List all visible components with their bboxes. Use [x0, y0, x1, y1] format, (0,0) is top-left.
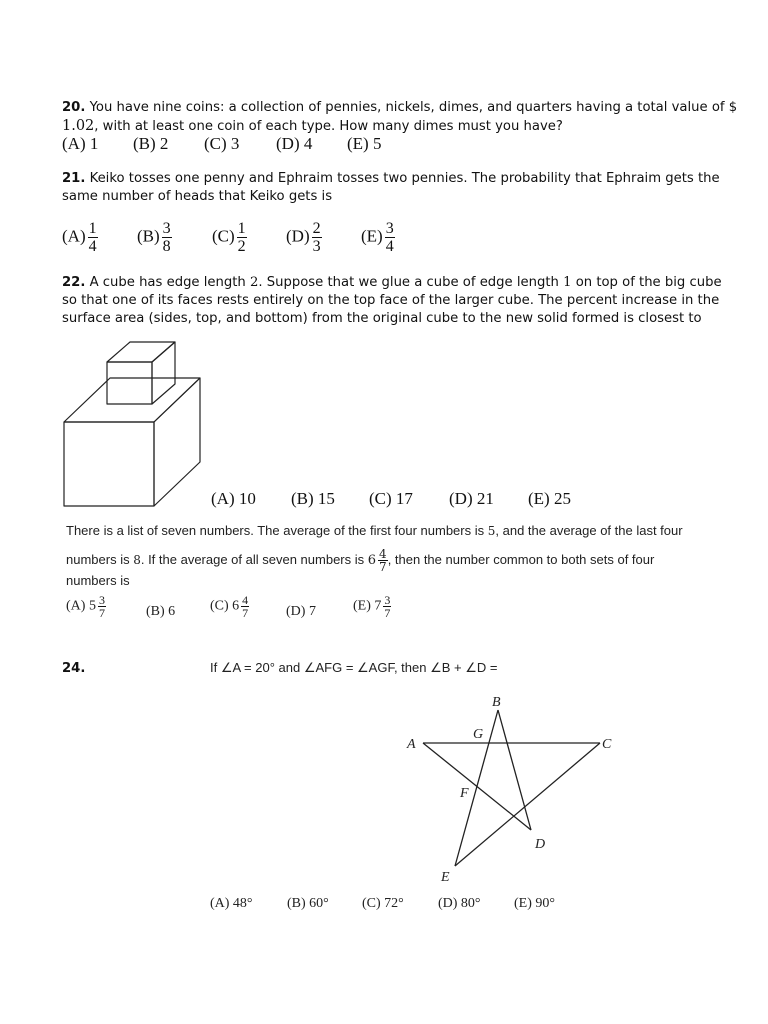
stacked-cubes-figure — [60, 340, 205, 510]
question-23-avg-whole: 6 — [367, 552, 377, 568]
big-cube-side-face — [154, 378, 200, 506]
small-cube-top-face — [107, 342, 175, 362]
q23-choice-c-whole: 6 — [232, 598, 240, 614]
q23-choice-a-label: (A) — [66, 598, 86, 614]
label-a: A — [407, 737, 416, 752]
q21-choice-e-num: 3 — [385, 220, 394, 237]
q24-choice-c: (C) 72° — [362, 896, 404, 911]
question-21 — [62, 170, 752, 206]
q22-choice-e: (E) 25 — [528, 489, 571, 508]
question-23-line-3: numbers is — [66, 573, 130, 588]
q21-choice-c-den: 2 — [237, 238, 246, 255]
q24-choice-e: (E) 90° — [514, 896, 555, 911]
question-24-number-text: 24. — [62, 661, 86, 676]
question-22 — [62, 274, 752, 328]
q21-choice-d-num: 2 — [312, 220, 321, 237]
q21-choice-b-den: 8 — [162, 238, 171, 255]
q21-choice-e — [361, 220, 395, 255]
q23-choice-e — [353, 594, 391, 619]
question-22-line-3: surface area (sides, top, and bottom) from the original cube to the new solid formed is closest to — [62, 311, 702, 326]
question-21-line-1 — [62, 170, 752, 188]
big-cube-front-face — [64, 422, 154, 506]
question-20-text-2: , with at least one coin of each type. How many dimes must you have? — [94, 119, 563, 134]
label-e: E — [441, 870, 450, 885]
segment-b-d — [498, 710, 531, 830]
question-23-text-1a: There is a list of seven numbers. The average of the first four numbers is — [66, 523, 485, 538]
q23-choice-e-den: 7 — [384, 606, 391, 620]
q21-choice-c-label: (C) — [212, 226, 235, 246]
q23-choice-a-den: 7 — [98, 606, 105, 620]
question-22-edge-big: 2 — [249, 275, 259, 290]
label-g: G — [473, 727, 484, 742]
q21-choice-d-den: 3 — [312, 238, 321, 255]
question-20-number: 20. — [62, 100, 86, 115]
question-22-number: 22. — [62, 275, 86, 290]
question-22-text-1c: on top of the big cube — [575, 275, 722, 290]
q21-choice-b — [137, 220, 172, 255]
q23-choice-c-num: 4 — [242, 593, 249, 607]
q24-choice-a: (A) 48° — [210, 896, 253, 911]
question-21-number: 21. — [62, 171, 86, 186]
q23-choice-d-label: (D) — [286, 604, 306, 619]
question-20-value: 1.02 — [62, 118, 95, 134]
q20-choice-c: (C) 3 — [204, 134, 240, 153]
q21-choice-b-num: 3 — [162, 220, 171, 237]
q21-choice-a-num: 1 — [88, 220, 97, 237]
q23-choice-e-whole: 7 — [374, 598, 382, 614]
q22-choice-a: (A) 10 — [211, 489, 256, 508]
star-figure — [400, 690, 630, 885]
question-20-line-1 — [62, 99, 752, 117]
q21-choice-c — [212, 220, 247, 255]
q23-choice-d-whole: 7 — [308, 604, 316, 619]
q23-choice-c — [210, 594, 249, 619]
q24-choice-d: (D) 80° — [438, 896, 481, 911]
small-cube-front-face — [107, 362, 152, 404]
q23-choice-a-num: 3 — [98, 593, 105, 607]
q22-choice-d: (D) 21 — [449, 489, 494, 508]
question-22-edge-small: 1 — [563, 275, 572, 290]
q20-choice-e: (E) 5 — [347, 134, 382, 153]
question-23-avg-frac — [378, 548, 388, 573]
big-cube-top-face — [64, 378, 200, 422]
q23-choice-c-label: (C) — [210, 598, 229, 614]
q23-choice-b — [146, 604, 175, 620]
q21-choice-a — [62, 220, 98, 255]
question-24-number — [62, 660, 85, 678]
question-23-text-2b: . If the average of all seven numbers is — [140, 551, 365, 567]
q22-choice-c: (C) 17 — [369, 489, 413, 508]
question-23-avg-last: 8 — [133, 552, 141, 567]
question-22-line-2: so that one of its faces rests entirely on the top face of the larger cube. The percent increase in the — [62, 293, 720, 308]
question-22-choices — [211, 489, 611, 509]
label-f: F — [460, 786, 469, 801]
label-d: D — [535, 837, 546, 852]
q21-choice-b-label: (B) — [137, 226, 160, 246]
question-23-line-1 — [66, 522, 756, 546]
question-23-choices — [66, 594, 466, 634]
question-21-text-1: Keiko tosses one penny and Ephraim tosses two pennies. The probability that Ephraim gets the — [89, 171, 720, 186]
label-c: C — [602, 737, 612, 752]
question-23-avg-first: 5 — [487, 524, 496, 538]
question-23-text-2c: , then the number common to both sets of four — [387, 551, 655, 567]
q21-choice-c-num: 1 — [237, 220, 246, 237]
q23-choice-b-whole: 6 — [168, 604, 176, 619]
question-20-choices — [62, 134, 462, 154]
q23-choice-b-label: (B) — [146, 604, 165, 619]
question-23-avg-den: 7 — [379, 560, 387, 574]
q23-choice-c-frac — [241, 594, 249, 619]
q23-choice-e-label: (E) — [353, 598, 371, 614]
q23-choice-c-den: 7 — [242, 606, 249, 620]
segment-d-a — [423, 743, 531, 830]
q21-choice-d — [286, 220, 322, 255]
question-20-text-1: You have nine coins: a collection of pennies, nickels, dimes, and quarters having a total value of $ — [89, 100, 738, 115]
question-21-choices — [62, 220, 462, 260]
question-23-avg-num: 4 — [379, 547, 387, 561]
q22-choice-b: (B) 15 — [291, 489, 335, 508]
question-24-choices — [210, 896, 610, 916]
question-20 — [62, 99, 752, 136]
question-22-text-1b: . Suppose that we glue a cube of edge length — [258, 275, 559, 290]
question-24-text: If ∠A = 20° and ∠AFG = ∠AGF, then ∠B + ∠D = — [210, 660, 498, 675]
question-23 — [66, 522, 756, 590]
label-b: B — [492, 695, 501, 710]
q23-choice-e-frac — [383, 594, 391, 619]
segment-c-e — [455, 743, 600, 866]
question-23-text-2a: numbers is — [66, 551, 130, 567]
q20-choice-a: (A) 1 — [62, 134, 99, 153]
q23-choice-d — [286, 604, 316, 620]
q20-choice-d: (D) 4 — [276, 134, 313, 153]
q23-choice-a-whole: 5 — [88, 598, 96, 614]
small-cube-side-face — [152, 342, 175, 404]
q23-choice-a — [66, 594, 106, 619]
q23-choice-e-num: 3 — [384, 593, 391, 607]
question-22-text-1a: A cube has edge length — [89, 275, 246, 290]
q20-choice-b: (B) 2 — [133, 134, 169, 153]
question-23-line-2 — [66, 548, 756, 574]
q24-choice-b: (B) 60° — [287, 896, 329, 911]
question-23-text-1b: , and the average of the last four — [495, 523, 683, 538]
q21-choice-a-den: 4 — [88, 238, 97, 255]
q21-choice-e-den: 4 — [385, 238, 394, 255]
q21-choice-a-label: (A) — [62, 226, 86, 246]
question-21-line-2: same number of heads that Keiko gets is — [62, 189, 333, 204]
question-22-line-1 — [62, 274, 752, 292]
q21-choice-d-label: (D) — [286, 226, 310, 246]
q21-choice-e-label: (E) — [361, 226, 383, 246]
q23-choice-a-frac — [98, 594, 106, 619]
